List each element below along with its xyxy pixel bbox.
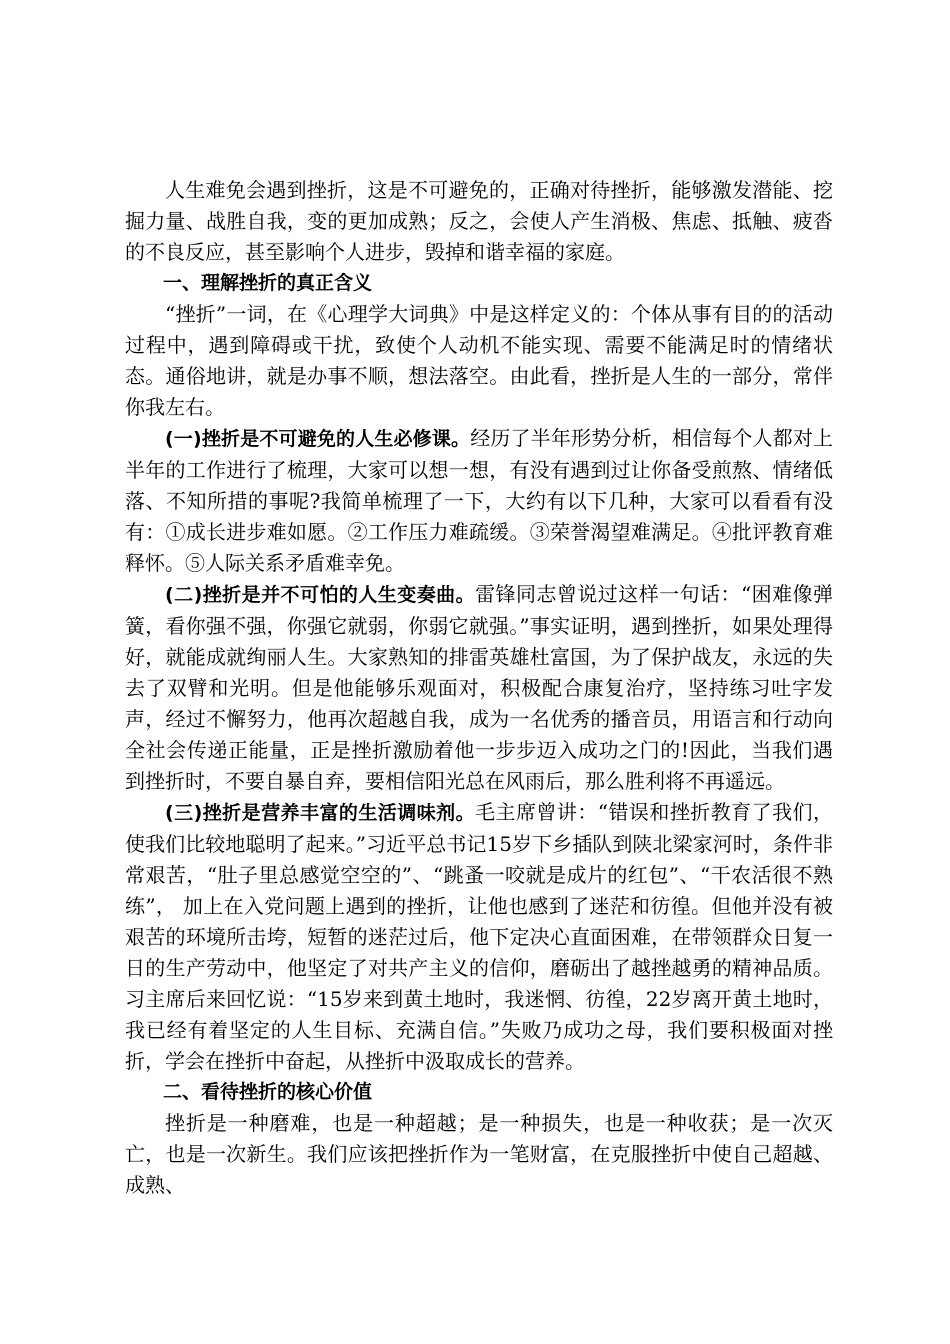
section-2-body: 挫折是一种磨难，也是一种超越；是一种损失，也是一种收获；是一次灭亡，也是一次新生。我们应该把挫折作为一笔财富，在克服挫折中使自己超越、成熟、 xyxy=(125,1111,833,1197)
point-2-lead: (二)挫折是并不可怕的人生变奏曲。 xyxy=(165,584,476,606)
point-2-text: 雷锋同志曾说过这样一句话：“困难像弹簧，看你强不强，你强它就弱，你弱它就强。”事实证明，遇到挫折，如果处理得好，就能成就绚丽人生。大家熟知的排雷英雄杜富国，为了保护战友，永远的失去了双臂和光明。但是他能够乐观面对，积极配合康复治疗，坚持练习吐字发声，经过不懈努力，他再次超越自我，成为一名优秀的播音员，用语言和行动向全社会传递正能量，正是挫折激励着他一步步迈入成功之门的!因此，当我们遇到挫折时，不要自暴自弃，要相信阳光总在风雨后，那么胜利将不再遥远。 xyxy=(125,582,833,793)
section-1-body: “挫折”一词，在《心理学大词典》中是这样定义的：个体从事有目的的活动过程中，遇到障碍或干扰，致使个人动机不能实现、需要不能满足时的情绪状态。通俗地讲，就是办事不顺，想法落空。由此看，挫折是人生的一部分，常伴你我左右。 xyxy=(125,302,833,419)
point-3-text: 毛主席曾讲：“错误和挫折教育了我们，使我们比较地聪明了起来。”习近平总书记15岁下乡插队到陕北梁家河时，条件非常艰苦，“肚子里总感觉空空的”、“跳蚤一咬就是成片的红包”、“干农活很不熟练”， 加上在入党问题上遇到的挫折，让他也感到了迷茫和彷徨。但他并没有被艰苦的环境所击垮，短暂的迷茫过后，他下定决心直面困难，在带领群众日复一日的生产劳动中，他坚定了对共产主义的信仰，磨砺出了越挫越勇的精神品质。习主席后来回忆说：“15岁来到黄土地时，我迷惘、彷徨，22岁离开黄土地时，我已经有着坚定的人生目标、充满自信。”失败乃成功之母，我们要积极面对挫折，学会在挫折中奋起，从挫折中汲取成长的营养。 xyxy=(125,800,833,1073)
point-1-paragraph xyxy=(125,423,833,579)
point-3-paragraph xyxy=(125,797,833,1077)
intro-paragraph: 人生难免会遇到挫折，这是不可避免的，正确对待挫折，能够激发潜能、挖掘力量、战胜自我，变的更加成熟；反之，会使人产生消极、焦虑、抵触、疲沓的不良反应，甚至影响个人进步，毁掉和谐幸福的家庭。 xyxy=(125,178,833,264)
document-page xyxy=(125,175,833,1201)
point-1-lead: (一)挫折是不可避免的人生必修课。 xyxy=(165,428,471,450)
point-2-paragraph xyxy=(125,579,833,797)
point-3-lead: (三)挫折是营养丰富的生活调味剂。 xyxy=(165,802,476,824)
point-1-text: 经历了半年形势分析，相信每个人都对上半年的工作进行了梳理，大家可以想一想，有没有遇到过让你备受煎熬、情绪低落、不知所措的事呢?我简单梳理了一下，大约有以下几种，大家可以看看有没有：①成长进步难如愿。②工作压力难疏缓。③荣誉渴望难满足。④批评教育难释怀。⑤人际关系矛盾难幸免。 xyxy=(125,426,833,575)
section-1-heading: 一、理解挫折的真正含义 xyxy=(163,272,373,294)
section-2-heading: 二、看待挫折的核心价值 xyxy=(163,1081,373,1103)
